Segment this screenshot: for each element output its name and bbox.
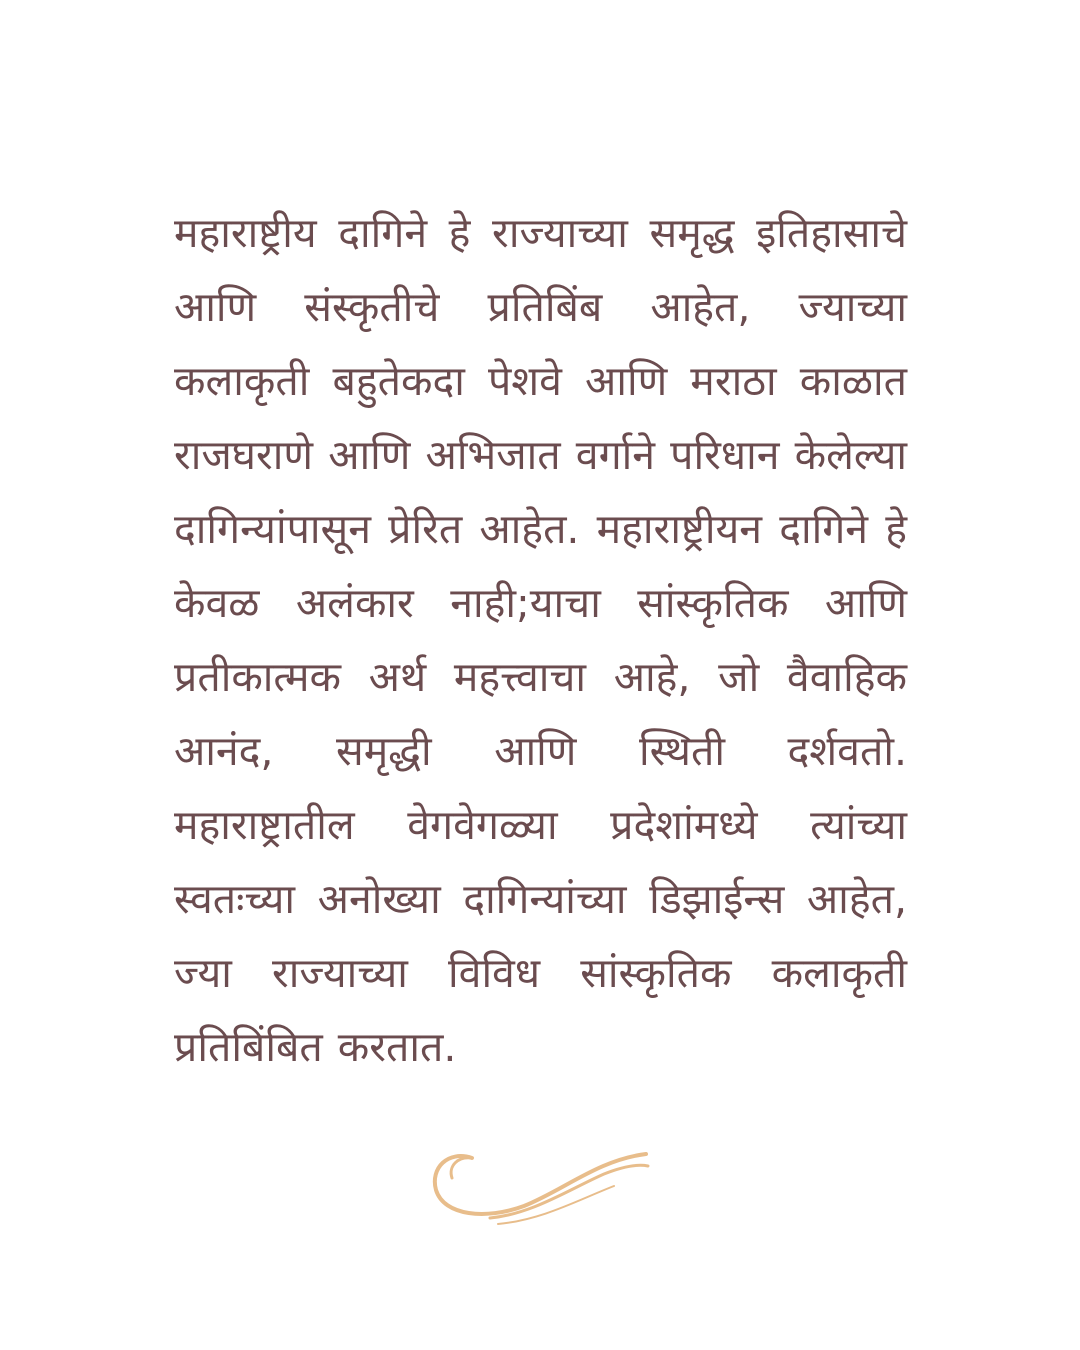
swirl-flourish-icon <box>428 1140 652 1226</box>
body-paragraph: महाराष्ट्रीय दागिने हे राज्याच्या समृद्ध इतिहासाचे आणि संस्कृतीचे प्रतिबिंब आहेत, ज्याच्या कलाकृती बहुतेकदा पेशवे आणि मराठा काळात राजघराणे आणि अभिजात वर्गाने परिधान केलेल्या दागिन्यांपासून प्रेरित आहेत. महाराष्ट्रीयन दागिने हे केवळ अलंकार नाही;याचा सांस्कृतिक आणि प्रतीकात्मक अर्थ महत्त्वाचा आहे, जो वैवाहिक आनंद, समृद्धी आणि स्थिती दर्शवतो. महाराष्ट्रातील वेगवेगळ्या प्रदेशांमध्ये त्यांच्या स्वतःच्या अनोख्या दागिन्यांच्या डिझाईन्स आहेत, ज्या राज्याच्या विविध सांस्कृतिक कलाकृती प्रतिबिंबित करतात. <box>174 209 907 1071</box>
